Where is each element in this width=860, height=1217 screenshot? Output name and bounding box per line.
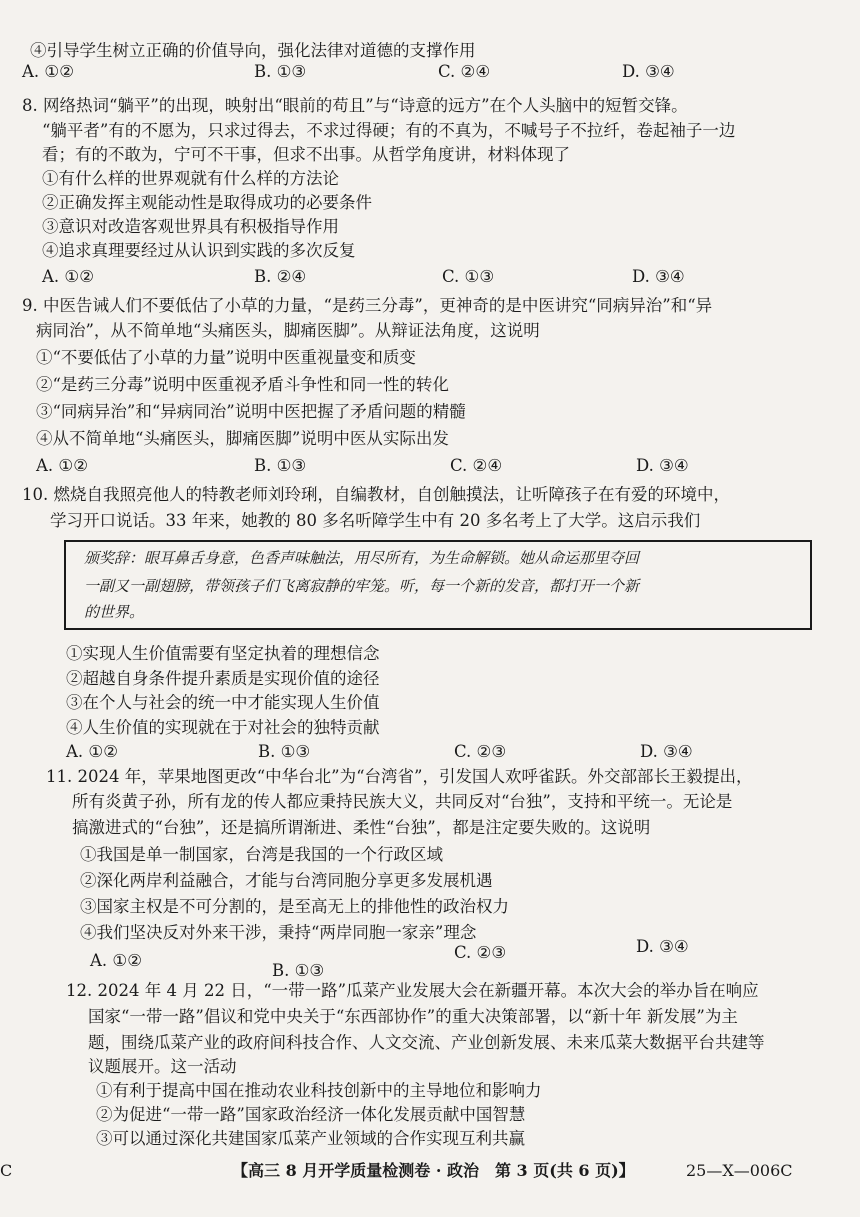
q10-item-3: ③在个人与社会的统一中才能实现人生价值	[66, 693, 380, 712]
q8-options	[42, 266, 822, 288]
q12-stem-line-3: 题，围绕瓜菜产业的政府间科技合作、人文交流、产业创新发展、未来瓜菜大数据平台共建等	[88, 1033, 765, 1052]
q11-option-a: A. ①②	[90, 951, 142, 970]
q8-item-1: ①有什么样的世界观就有什么样的方法论	[42, 169, 339, 188]
q8-item-3: ③意识对改造客观世界具有积极指导作用	[42, 217, 339, 236]
q12-item-3: ③可以通过深化共建国家瓜菜产业领域的合作实现互利共赢	[96, 1129, 525, 1148]
q11-stem-line-3: 搞激进式的“台独”，还是搞所谓渐进、柔性“台独”，都是注定要失败的。这说明	[72, 818, 651, 837]
q10-option-d: D. ③④	[640, 742, 693, 761]
q11-option-c: C. ②③	[454, 943, 507, 962]
q8-stem-line-1: 8. 网络热词“躺平”的出现，映射出“眼前的苟且”与“诗意的远方”在个人头脑中的短暂交锋。	[22, 96, 688, 115]
q8-item-2: ②正确发挥主观能动性是取得成功的必要条件	[42, 193, 372, 212]
q10-stem-line-1: 10. 燃烧自我照亮他人的特教老师刘玲琍，自编教材，自创触摸法，让听障孩子在有爱的环境中，	[22, 485, 730, 504]
q10-option-b: B. ①③	[258, 742, 311, 761]
q9-stem-line-2: 病同治”，从不简单地“头痛医头，脚痛医脚”。从辩证法角度，这说明	[36, 321, 540, 340]
q10-item-4: ④人生价值的实现就在于对社会的独特贡献	[66, 718, 380, 737]
q9-item-2: ②“是药三分毒”说明中医重视矛盾斗争性和同一性的转化	[36, 375, 449, 394]
q9-option-d: D. ③④	[636, 456, 689, 475]
q11-option-d: D. ③④	[636, 937, 689, 956]
q11-stem-line-2: 所有炎黄子孙，所有龙的传人都应秉持民族大义，共同反对“台独”，支持和平统一。无论是	[72, 792, 733, 811]
q8-option-a: A. ①②	[42, 267, 94, 286]
q9-item-4: ④从不简单地“头痛医头，脚痛医脚”说明中医从实际出发	[36, 429, 449, 448]
q7-option-b: B. ①③	[254, 62, 307, 81]
q7-item-4: ④引导学生树立正确的价值导向，强化法律对道德的支撑作用	[30, 41, 476, 60]
q11-item-3: ③国家主权是不可分割的，是至高无上的排他性的政治权力	[80, 897, 509, 916]
q12-stem-line-1: 12. 2024 年 4 月 22 日，“一带一路”瓜菜产业发展大会在新疆开幕。本次大会的举办旨在响应	[66, 981, 759, 1000]
award-citation-line-3: 的世界。	[84, 603, 145, 621]
award-citation-box	[64, 540, 812, 630]
q7-option-a: A. ①②	[22, 62, 74, 81]
footer-code: 25—X—006C	[686, 1161, 793, 1180]
award-citation-line-2: 一副又一副翅膀，带领孩子们飞离寂静的牢笼。听，每一个新的发音，都打开一个新	[84, 577, 640, 595]
page-edge-mark: C	[0, 1161, 13, 1180]
q9-option-a: A. ①②	[36, 456, 88, 475]
q12-item-1: ①有利于提高中国在推动农业科技创新中的主导地位和影响力	[96, 1081, 542, 1100]
q8-stem-line-3: 看；有的不敢为，宁可不干事，但求不出事。从哲学角度讲，材料体现了	[42, 145, 570, 164]
q7-option-c: C. ②④	[438, 62, 491, 81]
q11-item-2: ②深化两岸利益融合，才能与台湾同胞分享更多发展机遇	[80, 871, 493, 890]
q10-stem-line-2: 学习开口说话。33 年来，她教的 80 多名听障学生中有 20 多名考上了大学。这启示我们	[50, 511, 701, 530]
q12-stem-line-2: 国家“一带一路”倡议和党中央关于“东西部协作”的重大决策部署，以“新十年 新发展”为主	[88, 1007, 738, 1026]
q8-option-d: D. ③④	[632, 267, 685, 286]
q9-item-3: ③“同病异治”和“异病同治”说明中医把握了矛盾问题的精髓	[36, 402, 466, 421]
q11-stem-line-1: 11. 2024 年，苹果地图更改“中华台北”为“台湾省”，引发国人欢呼雀跃。外交部部长王毅提出，	[46, 767, 753, 786]
q12-item-2: ②为促进“一带一路”国家政治经济一体化发展贡献中国智慧	[96, 1105, 526, 1124]
q7-options	[22, 61, 822, 83]
q8-stem-line-2: “躺平者”有的不愿为，只求过得去，不求过得硬；有的不真为，不喊号子不拉纤，卷起袖子一边	[42, 121, 736, 140]
q9-item-1: ①“不要低估了小草的力量”说明中医重视量变和质变	[36, 348, 416, 367]
q8-item-4: ④追求真理要经过从认识到实践的多次反复	[42, 241, 356, 260]
q10-option-c: C. ②③	[454, 742, 507, 761]
q9-stem-line-1: 9. 中医告诫人们不要低估了小草的力量，“是药三分毒”，更神奇的是中医讲究“同病异治”和“异	[22, 296, 713, 315]
q9-options	[36, 455, 826, 477]
q10-item-1: ①实现人生价值需要有坚定执着的理想信念	[66, 644, 380, 663]
q12-stem-line-4: 议题展开。这一活动	[88, 1057, 237, 1076]
q8-option-b: B. ②④	[254, 267, 307, 286]
q9-option-b: B. ①③	[254, 456, 307, 475]
q10-item-2: ②超越自身条件提升素质是实现价值的途径	[66, 669, 380, 688]
q11-option-b: B. ①③	[272, 961, 325, 980]
q11-options	[80, 937, 820, 980]
q10-options	[66, 741, 826, 763]
award-citation-line-1: 颁奖辞：眼耳鼻舌身意，色香声味触法，用尽所有，为生命解锁。她从命运那里夺回	[84, 549, 640, 567]
q11-item-4: ④我们坚决反对外来干涉，秉持“两岸同胞一家亲”理念	[80, 923, 477, 942]
footer-title: 【高三 8 月开学质量检测卷 · 政治 第 3 页(共 6 页)】	[232, 1161, 635, 1180]
q10-option-a: A. ①②	[66, 742, 118, 761]
q9-option-c: C. ②④	[450, 456, 503, 475]
q7-option-d: D. ③④	[622, 62, 675, 81]
q11-item-1: ①我国是单一制国家，台湾是我国的一个行政区域	[80, 845, 443, 864]
q8-option-c: C. ①③	[442, 267, 495, 286]
